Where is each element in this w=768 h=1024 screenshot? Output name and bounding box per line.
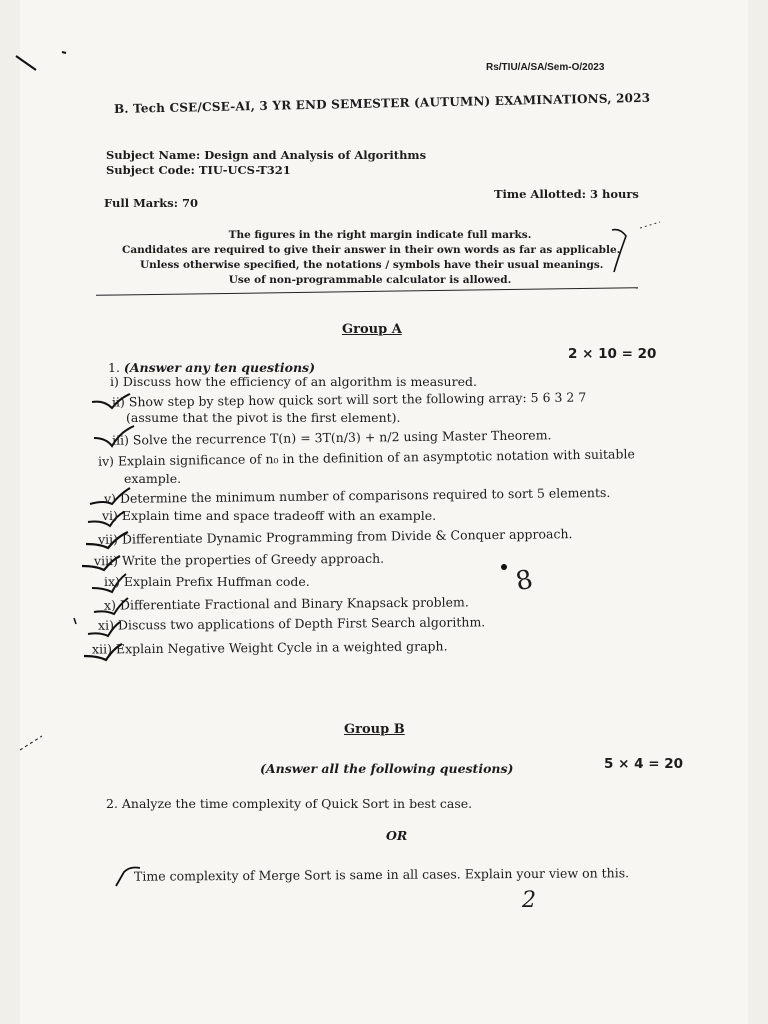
question-item bbox=[104, 574, 310, 589]
paper-reference: Rs/TIU/A/SA/Sem-O/2023 bbox=[486, 62, 605, 73]
item-text: Explain significance of n₀ in the definition of an asymptotic notation with suitable bbox=[117, 446, 635, 469]
item-text: (assume that the pivot is the first element). bbox=[126, 410, 401, 425]
item-text: Show step by step how quick sort will sort the following array: 5 6 3 2 7 bbox=[128, 389, 587, 410]
item-number: i) bbox=[110, 374, 119, 389]
margin-dot bbox=[501, 564, 507, 570]
group-a-instruction: (Answer any ten questions) bbox=[123, 360, 315, 375]
item-text: Explain time and space tradeoff with an example. bbox=[121, 508, 437, 523]
question-item bbox=[102, 508, 436, 523]
item-text: Differentiate Fractional and Binary Knapsack problem. bbox=[119, 594, 469, 613]
question-2-alternative: Time complexity of Merge Sort is same in all cases. Explain your view on this. bbox=[133, 865, 630, 884]
item-number: ix) bbox=[104, 574, 120, 589]
item-number: xii) bbox=[91, 641, 112, 657]
question-item bbox=[92, 638, 448, 656]
handwritten-mark: 2 bbox=[522, 888, 536, 913]
item-text: Write the properties of Greedy approach. bbox=[121, 550, 385, 569]
question-item bbox=[104, 594, 469, 612]
group-a-title: Group A bbox=[342, 322, 402, 337]
corner-stroke bbox=[62, 52, 66, 53]
item-number: x) bbox=[103, 597, 117, 613]
item-number: v) bbox=[103, 490, 117, 507]
item-text: Solve the recurrence T(n) = 3T(n/3) + n/2 using Master Theorem. bbox=[132, 427, 552, 448]
handwritten-mark: 8 bbox=[513, 564, 536, 598]
instruction-line: The figures in the right margin indicate full marks. bbox=[228, 229, 532, 241]
item-text: example. bbox=[124, 471, 182, 486]
group-b-title: Group B bbox=[344, 722, 405, 737]
item-number: xi) bbox=[97, 617, 115, 633]
item-text: Discuss two applications of Depth First Search algorithm. bbox=[117, 614, 486, 633]
item-number: vii) bbox=[97, 531, 119, 547]
or-separator: OR bbox=[386, 828, 408, 843]
full-marks: Full Marks: 70 bbox=[104, 196, 198, 210]
question-1-number: 1. bbox=[108, 360, 120, 375]
question-number bbox=[108, 360, 315, 375]
instruction-line: Candidates are required to give their answer in their own words as far as applicable. bbox=[122, 244, 621, 256]
item-text: Differentiate Dynamic Programming from Divide & Conquer approach. bbox=[121, 526, 573, 547]
group-b-instruction: (Answer all the following questions) bbox=[260, 761, 514, 776]
item-number: ii) bbox=[111, 394, 125, 410]
question-item bbox=[94, 551, 384, 569]
question-item bbox=[110, 374, 477, 389]
exam-title: B. Tech CSE/CSE-AI, 3 YR END SEMESTER (AUTUMN) EXAMINATIONS, 2023 bbox=[113, 90, 651, 116]
item-text: Explain Negative Weight Cycle in a weighted graph. bbox=[115, 638, 448, 657]
question-item-continued bbox=[124, 471, 181, 486]
instruction-line: Unless otherwise specified, the notations / symbols have their usual meanings. bbox=[140, 259, 604, 271]
time-allotted: Time Allotted: 3 hours bbox=[494, 187, 639, 201]
subject-code: Subject Code: TIU-UCS-T321 bbox=[106, 163, 291, 177]
margin-dash bbox=[20, 736, 42, 750]
margin-dash bbox=[640, 222, 660, 228]
item-text: Discuss how the efficiency of an algorithm is measured. bbox=[122, 374, 477, 389]
item-text: Explain Prefix Huffman code. bbox=[123, 574, 310, 589]
item-number: iii) bbox=[111, 432, 129, 448]
corner-stroke bbox=[16, 56, 36, 70]
item-number: vi) bbox=[102, 508, 118, 523]
subject-name: Subject Name: Design and Analysis of Algorithms bbox=[106, 148, 427, 162]
item-number: iv) bbox=[97, 453, 115, 469]
item-number: viii) bbox=[93, 553, 119, 569]
group-b-marks: 5 × 4 = 20 bbox=[604, 756, 683, 772]
question-2: 2. Analyze the time complexity of Quick Sort in best case. bbox=[106, 796, 473, 811]
group-a-marks: 2 × 10 = 20 bbox=[568, 346, 657, 362]
question-item-continued bbox=[126, 410, 401, 425]
item-text: Determine the minimum number of comparisons required to sort 5 elements. bbox=[119, 484, 611, 506]
margin-dot bbox=[74, 618, 76, 624]
instruction-line: Use of non-programmable calculator is allowed. bbox=[228, 274, 512, 286]
